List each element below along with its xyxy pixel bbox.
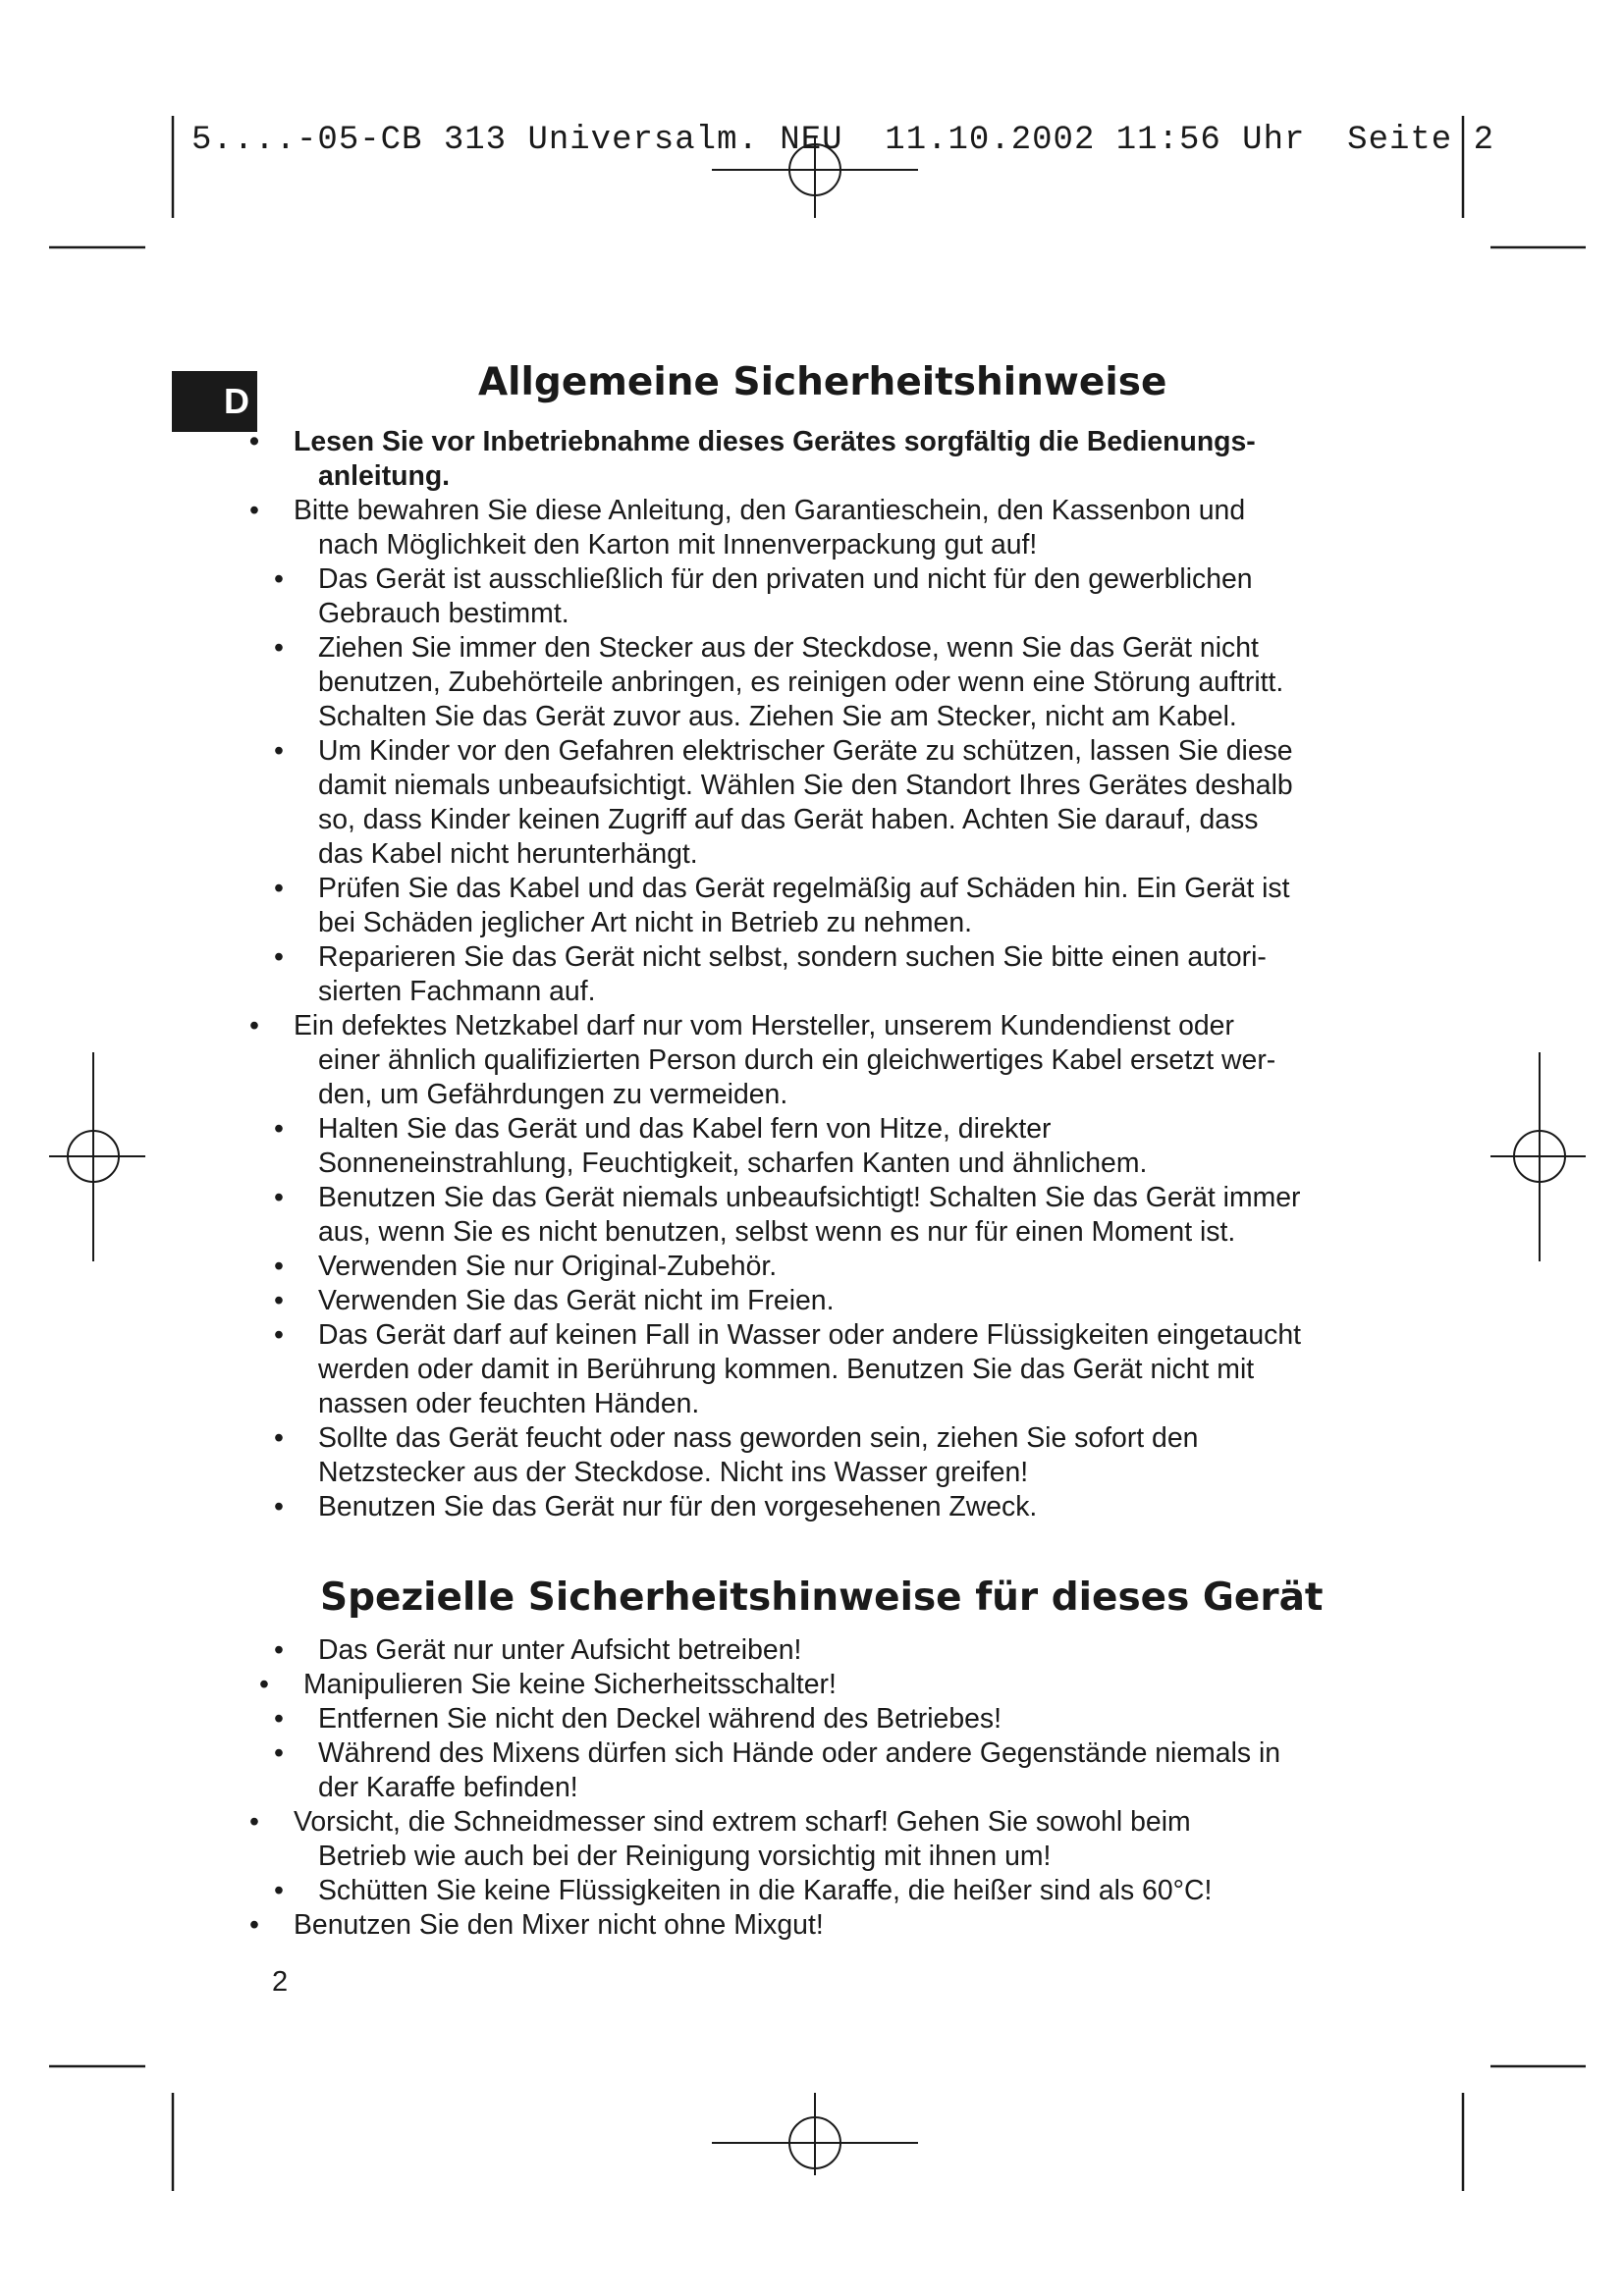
general-safety-heading: Allgemeine Sicherheitshinweise xyxy=(478,360,1167,404)
list-item: • Manipulieren Sie keine Sicherheitsschalter! xyxy=(270,1668,1389,1702)
list-item: • Verwenden Sie nur Original-Zubehör. xyxy=(270,1250,1389,1284)
registration-mark-left xyxy=(49,1052,145,1261)
special-safety-heading: Spezielle Sicherheitshinweise für dieses Gerät xyxy=(320,1575,1324,1620)
list-item: • Das Gerät ist ausschließlich für den privaten und nicht für den gewerblichen Gebrauch bestimmt. xyxy=(270,562,1389,631)
language-tab: D xyxy=(172,371,257,432)
list-item: • Benutzen Sie den Mixer nicht ohne Mixgut! xyxy=(270,1908,1389,1943)
list-item: • Lesen Sie vor Inbetriebnahme dieses Gerätes sorgfältig die Bedienungs- anleitung. xyxy=(270,425,1389,494)
print-slug-line: 5....-05-CB 313 Universalm. NEU 11.10.2002 11:56 Uhr Seite 2 xyxy=(191,122,1495,159)
general-safety-list xyxy=(270,425,1389,1524)
registration-mark-right xyxy=(1490,1052,1586,1261)
list-item: • Während des Mixens dürfen sich Hände oder andere Gegenstände niemals in der Karaffe befinden! xyxy=(270,1736,1389,1805)
registration-mark-bottom xyxy=(712,2093,918,2175)
list-item: • Schütten Sie keine Flüssigkeiten in die Karaffe, die heißer sind als 60°C! xyxy=(270,1874,1389,1908)
special-safety-list xyxy=(270,1633,1389,1943)
list-item: • Bitte bewahren Sie diese Anleitung, den Garantieschein, den Kassenbon und nach Möglichkeit den Karton mit Innenverpackung gut auf! xyxy=(270,494,1389,562)
list-item: • Benutzen Sie das Gerät niemals unbeaufsichtigt! Schalten Sie das Gerät immer aus, wenn Sie es nicht benutzen, selbst wenn es nur für einen Moment ist. xyxy=(270,1181,1389,1250)
list-item: • Verwenden Sie das Gerät nicht im Freien. xyxy=(270,1284,1389,1318)
list-item: • Sollte das Gerät feucht oder nass geworden sein, ziehen Sie sofort den Netzstecker aus der Steckdose. Nicht ins Wasser greifen! xyxy=(270,1421,1389,1490)
list-item: • Halten Sie das Gerät und das Kabel fern von Hitze, direkter Sonneneinstrahlung, Feuchtigkeit, scharfen Kanten und ähnlichem. xyxy=(270,1112,1389,1181)
list-item: • Entfernen Sie nicht den Deckel während des Betriebes! xyxy=(270,1702,1389,1736)
list-item: • Um Kinder vor den Gefahren elektrischer Geräte zu schützen, lassen Sie diese damit niemals unbeaufsichtigt. Wählen Sie den Standort Ihres Gerätes deshalb so, dass Kinder keinen Zugriff auf das Gerät haben. Achten Sie darauf, dass das Kabel nicht herunterhängt. xyxy=(270,734,1389,872)
list-item: • Das Gerät darf auf keinen Fall in Wasser oder andere Flüssigkeiten eingetaucht werden oder damit in Berührung kommen. Benutzen Sie das Gerät nicht mit nassen oder feuchten Händen. xyxy=(270,1318,1389,1421)
list-item: • Reparieren Sie das Gerät nicht selbst, sondern suchen Sie bitte einen autori- sierten Fachmann auf. xyxy=(270,940,1389,1009)
page-number: 2 xyxy=(272,1966,289,1998)
list-item: • Benutzen Sie das Gerät nur für den vorgesehenen Zweck. xyxy=(270,1490,1389,1524)
list-item: • Vorsicht, die Schneidmesser sind extrem scharf! Gehen Sie sowohl beim Betrieb wie auch bei der Reinigung vorsichtig mit ihnen um! xyxy=(270,1805,1389,1874)
list-item: • Ziehen Sie immer den Stecker aus der Steckdose, wenn Sie das Gerät nicht benutzen, Zubehörteile anbringen, es reinigen oder wenn eine Störung auftritt. Schalten Sie das Gerät zuvor aus. Ziehen Sie am Stecker, nicht am Kabel. xyxy=(270,631,1389,734)
list-item: • Prüfen Sie das Kabel und das Gerät regelmäßig auf Schäden hin. Ein Gerät ist bei Schäden jeglicher Art nicht in Betrieb zu nehmen. xyxy=(270,872,1389,940)
list-item: • Das Gerät nur unter Aufsicht betreiben! xyxy=(270,1633,1389,1668)
list-item: • Ein defektes Netzkabel darf nur vom Hersteller, unserem Kundendienst oder einer ähnlich qualifizierten Person durch ein gleichwertiges Kabel ersetzt wer- den, um Gefährdungen zu vermeiden. xyxy=(270,1009,1389,1112)
